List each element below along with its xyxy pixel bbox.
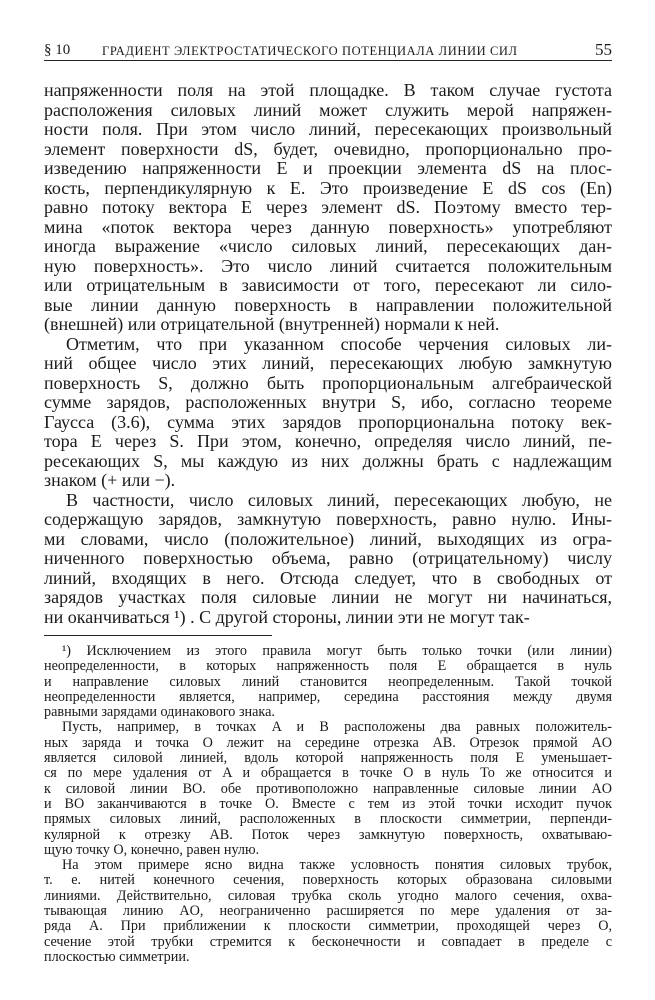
section-number: § 10 <box>44 42 71 58</box>
text-line: ресекающих S, мы каждую из них должны брать с надлежащим <box>44 450 612 471</box>
text-line: линий, входящих в него. Отсюда следует, что в свободных от <box>44 567 612 588</box>
text-line: и BO заканчиваются в точке O. Вместе с тем из этой точки исходит пучок <box>44 795 612 812</box>
text-line: плоскостью симметрии. <box>44 948 190 965</box>
text-line: является силовой линией, вдоль которой напряженность поля E уменьшает- <box>44 750 612 767</box>
text-line: напряженности поля на этой площадке. В таком случае густота <box>44 80 612 100</box>
text-line: сечение этой трубки стремится к бесконечности и совпадает в пределе с <box>44 933 612 950</box>
paragraph <box>44 81 612 335</box>
footnote-paragraph <box>44 858 612 965</box>
text-line: кость, перпендикулярную к E. Это произведение E dS cos (En) <box>44 177 612 198</box>
text-line: ниченного поверхностью объема, равно (отрицательному) числу <box>44 548 612 568</box>
text-line: Пусть, например, в точках A и B расположены два равных положитель- <box>62 719 612 736</box>
text-line: неопределенности, в которых напряженность поля E обращается в нуль <box>44 658 612 675</box>
text-line: т. е. нитей конечного сечения, поверхность которых образована силовыми <box>44 872 612 889</box>
main-text <box>44 81 612 627</box>
text-line: ряда A. При приближении к плоскости симметрии, проходящей через O, <box>44 918 612 935</box>
text-line: расположения силовых линий может служить мерой напряжен- <box>44 99 612 120</box>
text-line: тывающая линию AO, неограниченно расширяется по мере удаления от за- <box>44 903 612 920</box>
text-line: ни оканчиваться ¹) . С другой стороны, линии эти не могут так- <box>44 606 530 627</box>
footnote-text <box>44 644 612 965</box>
text-line: содержащую зарядов, замкнутую поверхность, равно нулю. Ины- <box>44 509 612 529</box>
text-line: ся по мере удаления от A и обращается в точке O в нуль То же относится и <box>44 765 612 782</box>
text-line: (внешней) или отрицательной (внутренней) нормали к ней. <box>44 314 500 334</box>
text-line: тора E через S. При этом, конечно, определяя число линий, пе- <box>44 431 612 451</box>
text-line: зарядов участках поля силовые линии не могут ни начинаться, <box>44 587 612 607</box>
text-line: ний общее число этих линий, пересекающих любую замкнутую <box>44 353 612 373</box>
text-line: ми словами, число (положительное) линий, выходящих из огра- <box>44 528 612 549</box>
footnote-paragraph <box>44 644 612 720</box>
text-line: равно потоку вектора E через элемент dS. Поэтому вместо тер- <box>44 197 612 217</box>
text-line: Гаусса (3.6), сумма этих зарядов пропорциональна потоку век- <box>44 411 612 432</box>
paragraph <box>44 491 612 628</box>
text-line: равными зарядами одинакового знака. <box>44 704 275 721</box>
text-line: линиями. Действительно, силовая трубка сколь угодно малого сечения, охва- <box>44 887 612 904</box>
text-line: ных заряда и точка O лежит на середине отрезка AB. Отрезок прямой AO <box>44 734 612 751</box>
text-line: элемент поверхности dS, будет, очевидно, пропорционально про- <box>44 138 612 159</box>
text-line: вые линии данную поверхность в направлении положительной <box>44 294 612 315</box>
text-line: и направление силовых линий становится неопределенным. Такой точкой <box>44 673 612 690</box>
text-line: или отрицательным в зависимости от того, пересекают ли сило- <box>44 275 612 295</box>
text-line: На этом примере ясно видна также условность понятия силовых трубок, <box>62 857 612 874</box>
text-line: знаком (+ или −). <box>44 470 176 490</box>
text-line: В частности, число силовых линий, пересекающих любую, не <box>66 489 612 510</box>
text-line: сумме зарядов, расположенных внутри S, ибо, согласно теореме <box>44 392 612 412</box>
text-line: изведению напряженности E и проекции элемента dS на плос- <box>44 158 612 178</box>
text-line: ную поверхность». Это число линий считается положительным <box>44 255 612 276</box>
text-line: иногда выражение «число силовых линий, пересекающих дан- <box>44 236 612 256</box>
text-line: прямых силовых линий, расположенных в плоскости симметрии, перпенди- <box>44 811 612 828</box>
page-number: 55 <box>595 40 612 59</box>
running-title: ГРАДИЕНТ ЭЛЕКТРОСТАТИЧЕСКОГО ПОТЕНЦИАЛА ЛИНИИ СИЛ <box>102 44 518 58</box>
footnote-divider <box>44 635 272 636</box>
text-line: поверхность S, должно быть пропорциональным алгебраической <box>44 372 612 393</box>
text-line: неопределенности является, например, середина расстояния между двумя <box>44 688 612 705</box>
text-line: к силовой линии BO. обе противоположно направленные силовые линии AO <box>44 780 612 797</box>
paragraph <box>44 335 612 491</box>
text-line: ¹) Исключением из этого правила могут быть только точки (или линии) <box>62 643 612 659</box>
text-line: Отметим, что при указанном способе черчения силовых ли- <box>66 333 612 354</box>
text-line: кулярной к отрезку AB. Поток через замкнутую поверхность, охватываю- <box>44 826 612 843</box>
running-header <box>44 40 612 61</box>
text-line: щую точку O, конечно, равен нулю. <box>44 841 260 858</box>
text-line: ности поля. При этом число линий, пересекающих произвольный <box>44 119 612 139</box>
text-line: мина «поток вектора через данную поверхность» употребляют <box>44 216 612 237</box>
footnote-paragraph <box>44 720 612 858</box>
